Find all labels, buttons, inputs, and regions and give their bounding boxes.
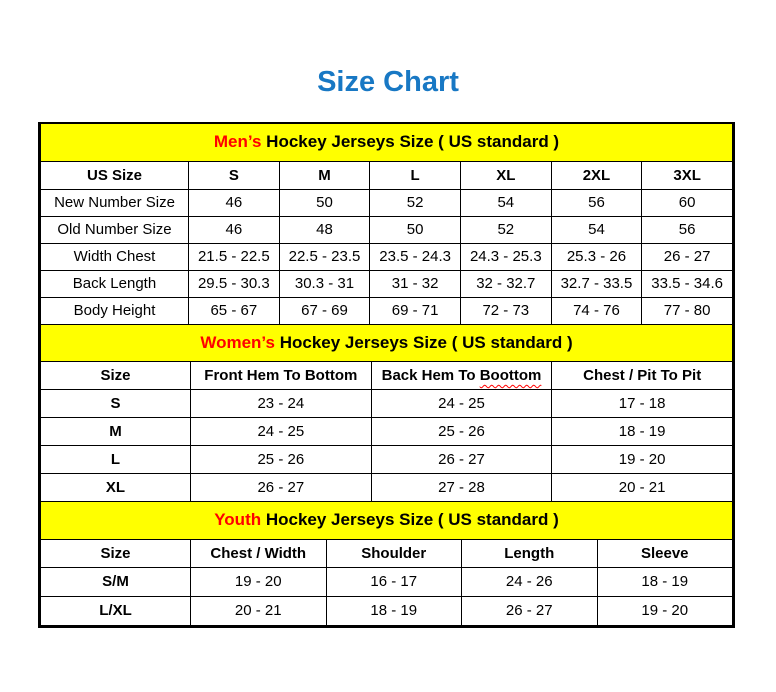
- table-row: [41, 474, 733, 502]
- size-value-cell: 20 - 21: [191, 596, 327, 625]
- row-label: S/M: [41, 567, 191, 596]
- size-value-cell: 27 - 28: [371, 474, 552, 502]
- row-label: Back Length: [41, 270, 189, 297]
- row-label: Body Height: [41, 297, 189, 324]
- size-value-cell: 32.7 - 33.5: [551, 270, 642, 297]
- table-row: [41, 243, 733, 270]
- column-header: XL: [460, 161, 551, 189]
- size-value-cell: 26 - 27: [371, 446, 552, 474]
- size-value-cell: 69 - 71: [370, 297, 461, 324]
- size-value-cell: 74 - 76: [551, 297, 642, 324]
- size-value-cell: 46: [189, 189, 280, 216]
- size-value-cell: 23.5 - 24.3: [370, 243, 461, 270]
- size-value-cell: 67 - 69: [279, 297, 370, 324]
- size-value-cell: 19 - 20: [552, 446, 733, 474]
- page-title: Size Chart: [317, 66, 459, 98]
- table-row: [41, 270, 733, 297]
- size-value-cell: 24.3 - 25.3: [460, 243, 551, 270]
- table-title-text: Hockey Jerseys Size ( US standard ): [266, 132, 560, 152]
- size-value-cell: 25 - 26: [191, 446, 372, 474]
- size-value-cell: 29.5 - 30.3: [189, 270, 280, 297]
- womens-size-table: [40, 325, 733, 503]
- size-value-cell: 50: [370, 216, 461, 243]
- size-value-cell: 54: [460, 189, 551, 216]
- row-label: Old Number Size: [41, 216, 189, 243]
- size-value-cell: 60: [642, 189, 733, 216]
- table-row: [41, 189, 733, 216]
- size-value-cell: 20 - 21: [552, 474, 733, 502]
- womens-header-row: [41, 362, 733, 390]
- table-title-accent: Women’s: [200, 332, 275, 352]
- column-header: Front Hem To Bottom: [191, 362, 372, 390]
- row-label: S: [41, 390, 191, 418]
- mens-header-row: [41, 161, 733, 189]
- size-value-cell: 77 - 80: [642, 297, 733, 324]
- size-value-cell: 17 - 18: [552, 390, 733, 418]
- mens-size-table: [40, 124, 733, 325]
- size-value-cell: 24 - 25: [191, 418, 372, 446]
- column-header: Size: [41, 539, 191, 567]
- table-title-text: Hockey Jerseys Size ( US standard ): [265, 510, 559, 530]
- table-row: [41, 216, 733, 243]
- size-value-cell: 52: [460, 216, 551, 243]
- size-value-cell: 26 - 27: [462, 596, 598, 625]
- size-value-cell: 48: [279, 216, 370, 243]
- size-value-cell: 33.5 - 34.6: [642, 270, 733, 297]
- row-label: Width Chest: [41, 243, 189, 270]
- size-value-cell: 16 - 17: [326, 567, 462, 596]
- column-header: 2XL: [551, 161, 642, 189]
- size-value-cell: 72 - 73: [460, 297, 551, 324]
- table-row: [41, 390, 733, 418]
- mens-band-cell: [41, 124, 733, 161]
- column-header: M: [279, 161, 370, 189]
- table-title-band: [41, 502, 733, 539]
- column-header: Chest / Pit To Pit: [552, 362, 733, 390]
- column-header-prefix: Back Hem To: [381, 367, 476, 384]
- size-chart-container: [38, 122, 735, 628]
- table-row: [41, 297, 733, 324]
- size-value-cell: 31 - 32: [370, 270, 461, 297]
- size-value-cell: 26 - 27: [191, 474, 372, 502]
- womens-band-cell: [41, 325, 733, 362]
- column-header: US Size: [41, 161, 189, 189]
- column-header: S: [189, 161, 280, 189]
- column-header: Size: [41, 362, 191, 390]
- size-value-cell: 50: [279, 189, 370, 216]
- size-value-cell: 24 - 25: [371, 390, 552, 418]
- row-label: XL: [41, 474, 191, 502]
- column-header: Length: [462, 539, 598, 567]
- table-row: [41, 567, 733, 596]
- column-header: L: [370, 161, 461, 189]
- size-value-cell: 52: [370, 189, 461, 216]
- size-value-cell: 23 - 24: [191, 390, 372, 418]
- column-header: Shoulder: [326, 539, 462, 567]
- column-header: Sleeve: [597, 539, 733, 567]
- size-value-cell: 18 - 19: [597, 567, 733, 596]
- size-value-cell: 30.3 - 31: [279, 270, 370, 297]
- size-value-cell: 25 - 26: [371, 418, 552, 446]
- size-value-cell: 65 - 67: [189, 297, 280, 324]
- table-row: [41, 446, 733, 474]
- size-value-cell: 32 - 32.7: [460, 270, 551, 297]
- row-label: M: [41, 418, 191, 446]
- size-value-cell: 25.3 - 26: [551, 243, 642, 270]
- size-value-cell: 19 - 20: [597, 596, 733, 625]
- size-value-cell: 18 - 19: [326, 596, 462, 625]
- size-value-cell: 18 - 19: [552, 418, 733, 446]
- column-header: Chest / Width: [191, 539, 327, 567]
- size-value-cell: 54: [551, 216, 642, 243]
- size-value-cell: 21.5 - 22.5: [189, 243, 280, 270]
- size-value-cell: 19 - 20: [191, 567, 327, 596]
- size-value-cell: 56: [642, 216, 733, 243]
- size-value-cell: 46: [189, 216, 280, 243]
- size-value-cell: 22.5 - 23.5: [279, 243, 370, 270]
- table-title-accent: Men’s: [213, 132, 262, 152]
- youth-band-cell: [41, 502, 733, 539]
- column-header: 3XL: [642, 161, 733, 189]
- row-label: L: [41, 446, 191, 474]
- table-title-text: Hockey Jerseys Size ( US standard ): [279, 332, 573, 352]
- row-label: L/XL: [41, 596, 191, 625]
- table-row: [41, 596, 733, 625]
- row-label: New Number Size: [41, 189, 189, 216]
- youth-header-row: [41, 539, 733, 567]
- size-value-cell: 26 - 27: [642, 243, 733, 270]
- table-title-band: [41, 325, 733, 362]
- size-value-cell: 56: [551, 189, 642, 216]
- column-header-misspelled-word: Boottom: [479, 367, 542, 384]
- youth-size-table: [40, 502, 733, 626]
- size-value-cell: 24 - 26: [462, 567, 598, 596]
- table-title-accent: Youth: [214, 510, 262, 530]
- table-title-band: [41, 124, 733, 161]
- table-row: [41, 418, 733, 446]
- column-header-misspelled: [371, 362, 552, 390]
